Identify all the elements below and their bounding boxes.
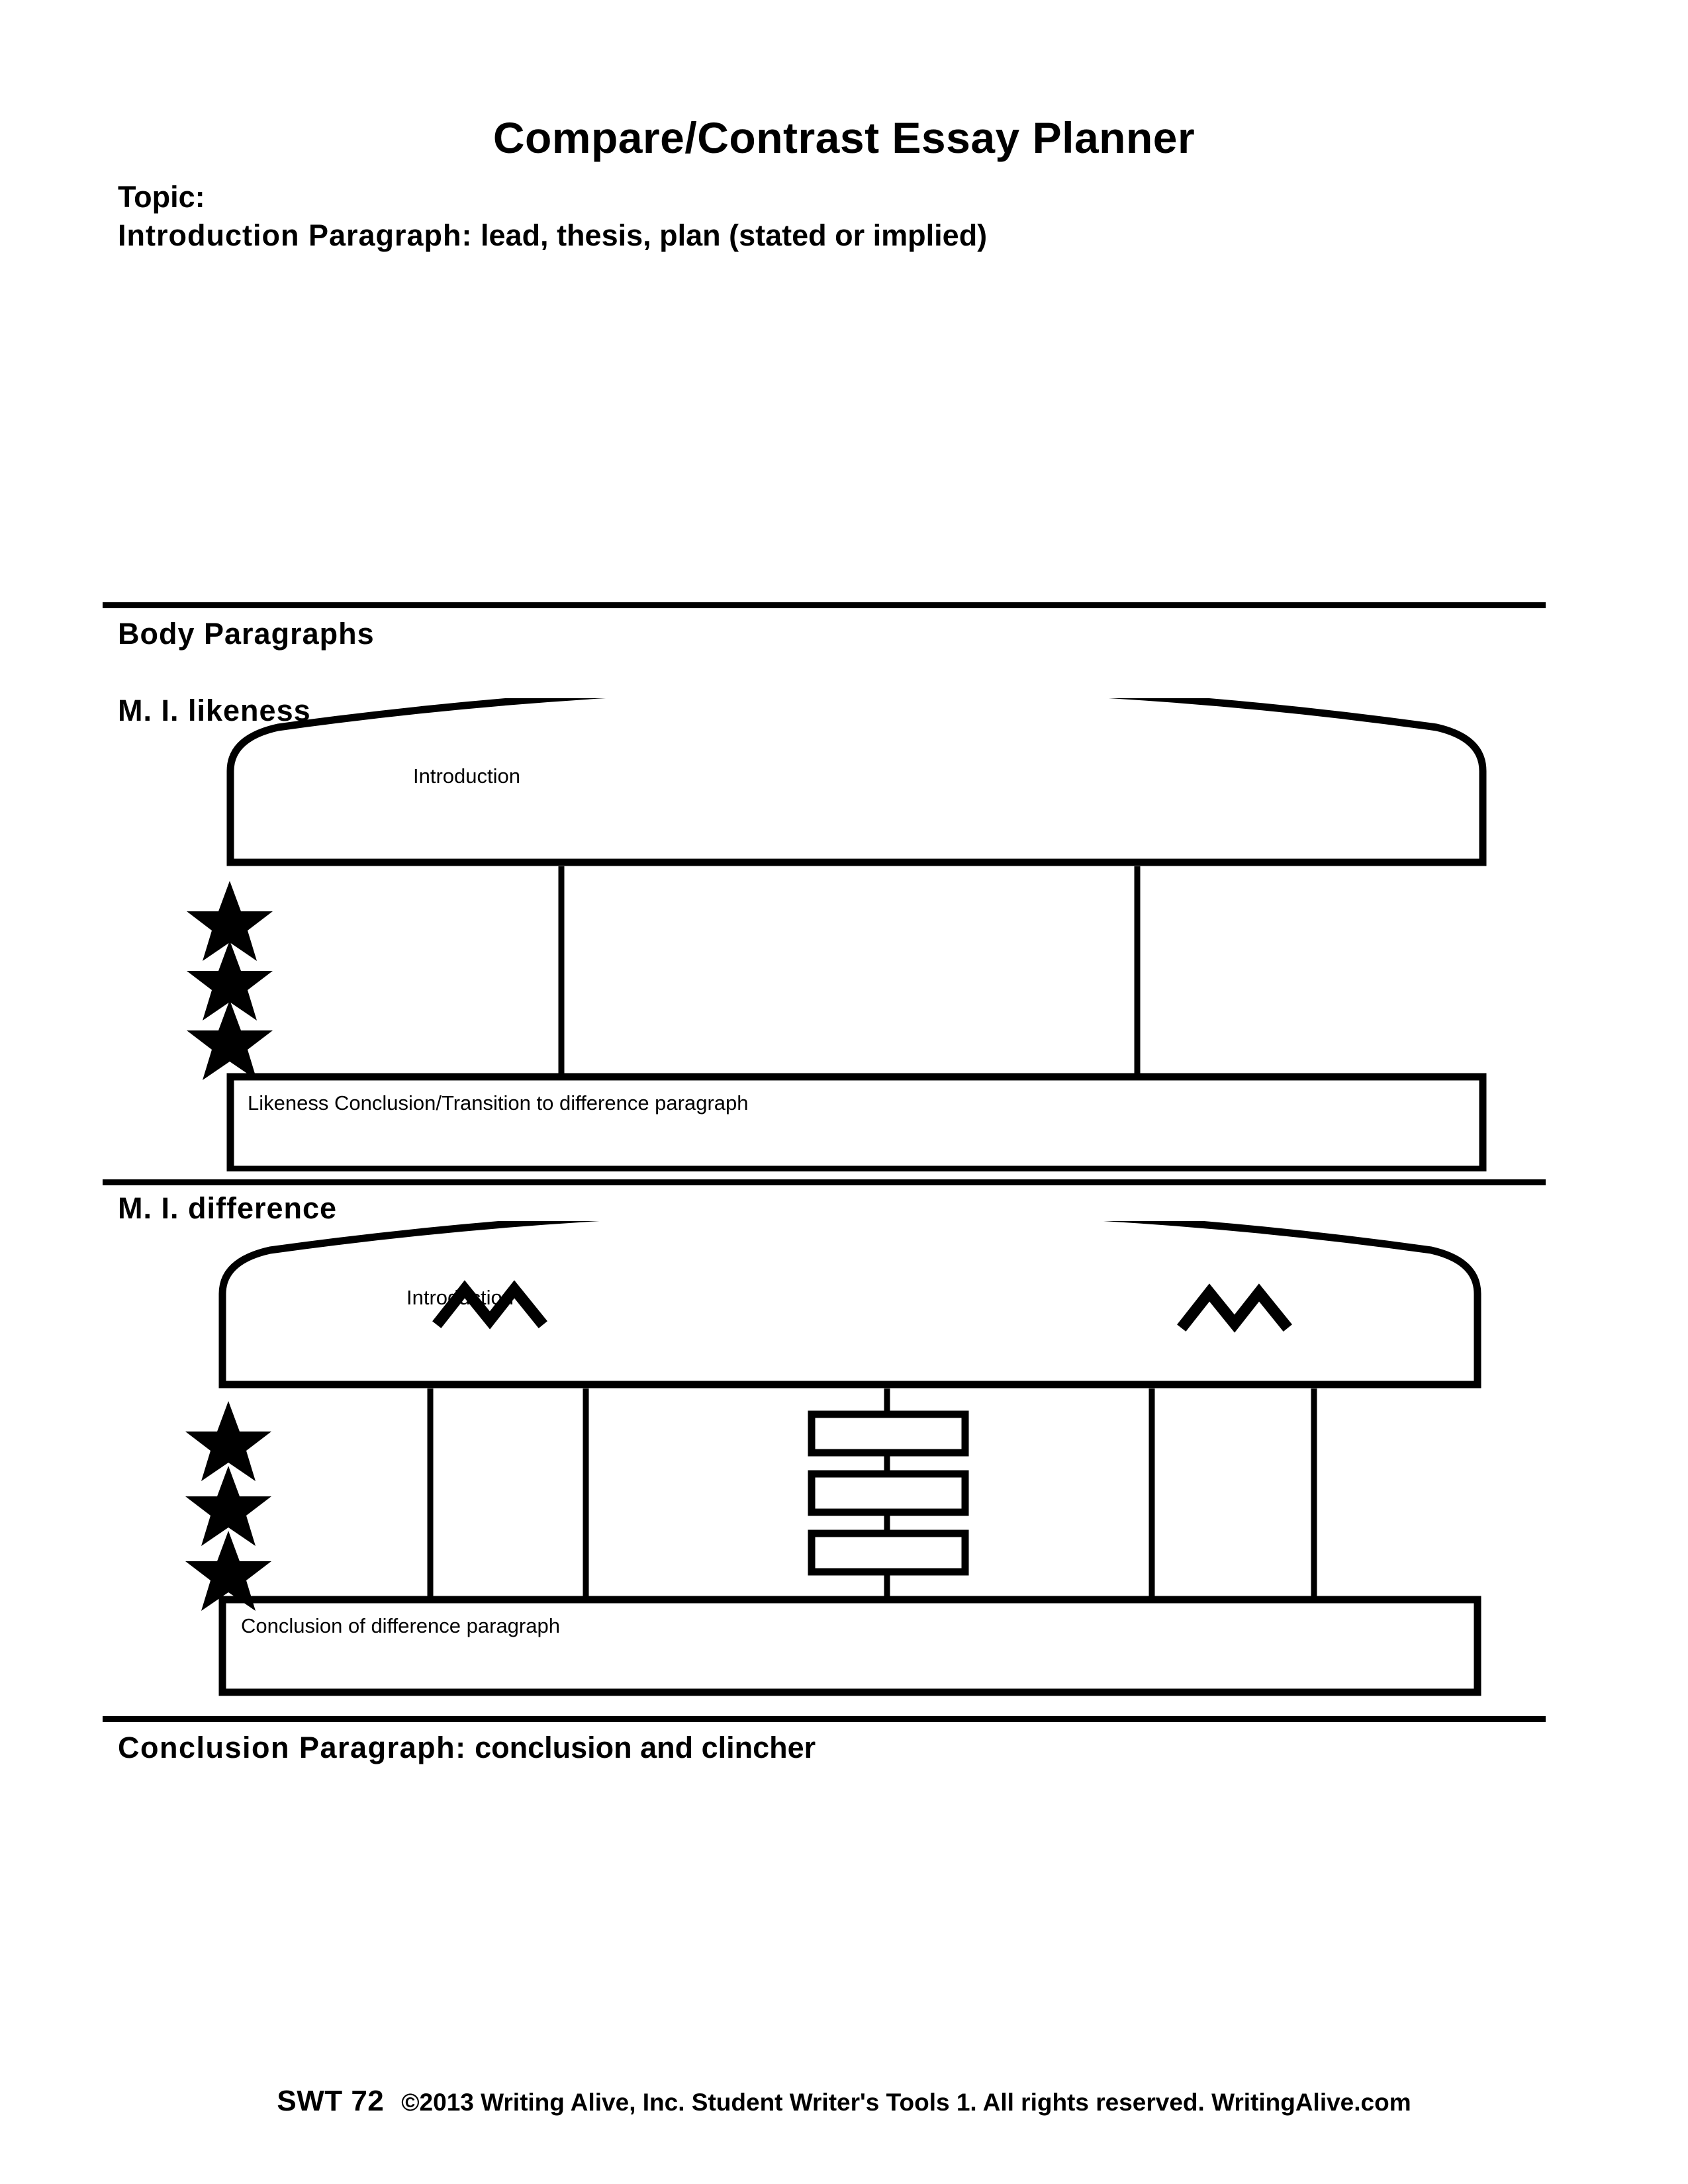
difference-conclusion-box — [222, 1600, 1477, 1692]
difference-center-box — [812, 1474, 965, 1512]
likeness-heading: M. I. likeness — [118, 694, 311, 727]
introduction-paragraph-instruction — [118, 218, 987, 253]
difference-center-box — [812, 1414, 965, 1453]
divider-above-conclusion — [103, 1716, 1546, 1722]
topic-label: Topic: — [118, 180, 205, 214]
difference-conclusion-label: Conclusion of difference paragraph — [241, 1614, 560, 1637]
conclusion-paragraph-heading — [118, 1731, 816, 1765]
likeness-columns-area — [230, 866, 1483, 1075]
divider-between-body-paragraphs — [103, 1179, 1546, 1185]
difference-introduction-label: Introduction — [406, 1286, 514, 1309]
footer-copyright: ©2013 Writing Alive, Inc. Student Writer's Tools 1. All rights reserved. WritingAlive.com — [401, 2089, 1411, 2116]
introduction-paragraph-lead-in: Introduction Paragraph: — [118, 218, 473, 252]
difference-diagram — [0, 1221, 1688, 1711]
likeness-introduction-label: Introduction — [413, 764, 520, 788]
footer-code: SWT 72 — [277, 2085, 385, 2117]
difference-heading: M. I. difference — [118, 1191, 338, 1225]
introduction-paragraph-detail: lead, thesis, plan (stated or implied) — [472, 218, 988, 252]
body-paragraphs-heading: Body Paragraphs — [118, 617, 375, 651]
difference-center-box — [812, 1533, 965, 1572]
likeness-diagram — [0, 698, 1688, 1171]
divider-above-body-paragraphs — [103, 602, 1546, 608]
conclusion-paragraph-detail: conclusion and clincher — [466, 1731, 816, 1764]
likeness-conclusion-label: Likeness Conclusion/Transition to difference paragraph — [248, 1091, 749, 1115]
likeness-conclusion-box — [230, 1077, 1483, 1169]
conclusion-paragraph-lead-in: Conclusion Paragraph: — [118, 1731, 467, 1764]
page-title: Compare/Contrast Essay Planner — [492, 113, 1196, 162]
footer — [0, 2085, 1688, 2118]
difference-star-bullets — [185, 1401, 271, 1611]
